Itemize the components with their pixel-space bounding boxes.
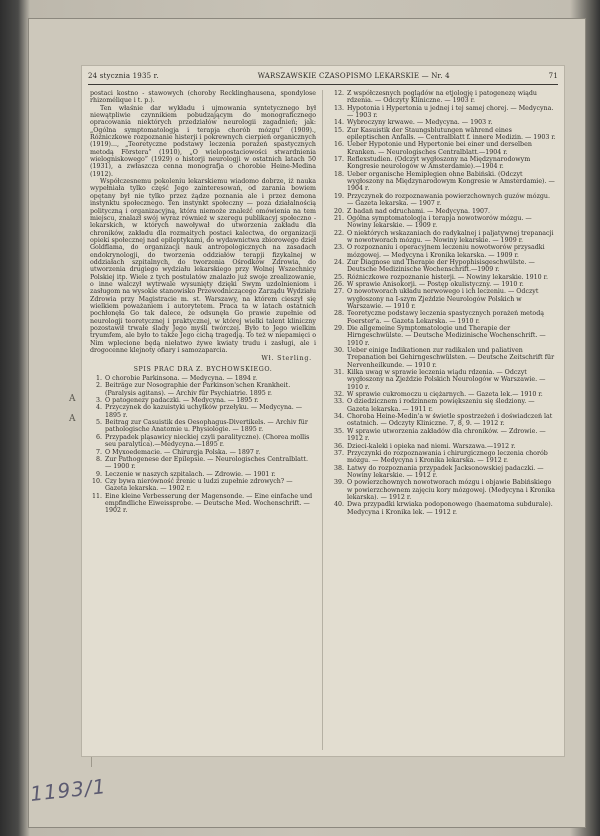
item-number: 21. xyxy=(333,214,344,222)
item-number: 28. xyxy=(333,310,344,318)
item-text: O niektórych wskazaniach do radykalnej i paljatywnej trepanacji w nowotworach mózgu. — Nowiny lekarskie. — 1909 r. xyxy=(347,229,554,244)
item-text: Ueber einige Indikationen zur radikalen und paliativen Trepanation bei Gehirngeschwülsten. — Deutsche Zeitschrift für Nervenheilkunde. — 1910 r. xyxy=(347,347,555,369)
item-number: 35. xyxy=(333,427,344,435)
bibliography-item xyxy=(90,493,316,515)
item-number: 8. xyxy=(95,455,102,463)
item-number: 7. xyxy=(95,448,102,456)
item-number: 19. xyxy=(333,192,344,200)
bibliography-item xyxy=(328,274,556,281)
item-number: 11. xyxy=(91,492,102,500)
bibliography-item xyxy=(328,281,556,288)
item-text: Łatwy do rozpoznania przypadek Jacksonowskiej padaczki. — Nowiny lekarskie. — 1912 r. xyxy=(347,464,544,479)
item-text: O powierzchownych nowotworach mózgu i objawie Babińskiego w powierzchownem zajęciu kory mózgowej. (Medycyna i Kronika lekarska). — 1912 r. xyxy=(347,479,555,501)
item-text: O Myxoedemacie. — Chirurgja Polska. — 1897 r. xyxy=(105,448,261,456)
item-number: 14. xyxy=(333,119,344,127)
item-number: 27. xyxy=(333,288,344,296)
bibliography-item xyxy=(90,375,316,382)
bibliography-item xyxy=(90,397,316,404)
margin-mark: A xyxy=(69,394,76,404)
bibliography-item xyxy=(328,391,556,398)
item-text: O rozpoznaniu i operacyjnem leczeniu nowotworów przysadki mózgowej. — Medycyna i Kronika lekarska. — 1909 r. xyxy=(347,244,545,259)
bibliography-item xyxy=(328,310,556,325)
item-text: Z współczesnych poglądów na etjologję i patogenezę wiądu rdzenia. — Odczyty Kliniczne. — 1903 r. xyxy=(347,90,537,105)
bibliography-item xyxy=(328,428,556,443)
bibliography-title: SPIS PRAC DRA Z. BYCHOWSKIEGO. xyxy=(133,365,273,373)
item-number: 31. xyxy=(333,369,344,377)
left-column xyxy=(90,90,316,515)
item-number: 1. xyxy=(95,375,102,383)
bibliography-item xyxy=(328,119,556,126)
margin-mark: A xyxy=(69,414,76,424)
item-text: W sprawie Anisokorji. — Postęp okulistyczny. — 1910 r. xyxy=(347,280,524,288)
item-number: 5. xyxy=(95,419,102,427)
item-text: Dzieci-kaleki i opieka nad niemi. Warszawa.—1912 r. xyxy=(347,442,516,450)
item-text: Różniczkowe rozpoznanie histerji. — Nowiny lekarskie. 1910 r. xyxy=(347,273,548,281)
item-text: Przyczynek do rozpoznawania powierzchownych guzów mózgu. — Gazeta lekarska. — 1907 r. xyxy=(347,192,550,208)
item-number: 12. xyxy=(333,90,344,97)
bibliography-item xyxy=(90,419,316,434)
item-text: W sprawie utworzenia zakładów dla chroników. — Zdrowie. — 1912 r. xyxy=(347,427,546,443)
header-rule xyxy=(88,84,558,85)
handwritten-catalog-number: 1193/1 xyxy=(28,774,108,806)
item-number: 6. xyxy=(95,433,102,441)
item-number: 32. xyxy=(333,391,344,399)
item-number: 3. xyxy=(95,397,102,405)
bibliography-item xyxy=(90,449,316,456)
item-text: O nowotworach układu nerwowego i ich leczeniu. — Odczyt wygłoszony na I-szym Zjeździe Neurologów Polskich w Warszawie. — 1910 r. xyxy=(347,288,539,310)
bibliography-item xyxy=(328,171,556,193)
bibliography-item xyxy=(328,369,556,391)
bibliography-item xyxy=(90,471,316,478)
item-text: Wybroczyny krwawe. — Medycyna. — 1903 r. xyxy=(347,119,493,127)
bibliography-item xyxy=(328,443,556,450)
item-number: 25. xyxy=(333,273,344,281)
bibliography-item xyxy=(328,215,556,230)
journal-page xyxy=(82,66,564,756)
item-text: Dwa przypadki krwiaka podoponowego (haematoma subdurale). Medycyna i Kronika lek. — 1912 r. xyxy=(347,501,553,516)
item-text: Beitrag zur Casuistik des Oesophagus-Divertikels. — Archiv für pathologische Anatomie u. Physiologie. — 1895 r. xyxy=(105,419,308,434)
bibliography-item xyxy=(328,288,556,310)
bibliography-item xyxy=(90,382,316,397)
bibliography-item xyxy=(328,465,556,480)
bibliography-list xyxy=(328,90,556,516)
bibliography-item xyxy=(328,244,556,259)
item-number: 9. xyxy=(95,470,102,478)
item-number: 40. xyxy=(333,501,344,509)
item-text: Leczenie w naszych szpitalach. — Zdrowie. — 1901 r. xyxy=(105,470,276,478)
item-text: Zur Kasuistik der Staungsblutungen während eines epileptischen Anfalls. — Centralblatt f. innere Medizin. — 1903 r. xyxy=(347,126,556,142)
bibliography-item xyxy=(90,478,316,493)
paragraph: Współczesnemu pokoleniu lekarskiemu wiadomo dobrze, iż nauka wypełniała tylko część Jego zainteresowań, od zarania bowiem opętany był nie tylko przez żądze poznania ale i przez demona instynktu społecznego. Ten instynkt społeczny — poza działalnością polityczną i organizacyjną, która niemoże znaleźć omówienia na tem miejscu, znalazł swój wyraz również w szeregu publikacyj społeczno - lekarskich, w których nawoływał do utworzenia zakładu dla chroników, zakładu dla rozmaitych postaci kalectwa, do organizacji opieki społecznej nad epileptykami, do wydawnictwa zbiorowego dzieł Goldflama, do organizacji nauk antropologicznych na zasadach endokrynologji, do tworzenia oddziałów terapji fizykalnej w oddziałach szpitalnych, do tworzenia Ośrodków Zdrowia, do utworzenia drugiego wydziału lekarskiego przy Wolnej Wszechnicy Polskiej itp. Wiele z tych postulatów znalazło już swoje zrealizowanie, o inne walczył wytrwale wysunięty dzięki Swym uzdolnieniom i zasługom na wysokie stanowisko Przewodniczącego Zarządu Wydziału Zdrowia przy Magistracie m. st. Warszawy, na którem cieszył się wielkiem poważaniem i autorytetem. Praca ta w latach ostatnich pochłonęła Go tak dalece, że odsunęła Go prawie zupełnie od neurologji teoretycznej i praktycznej, w której wielki talent kliniczny pozostawił trwałe ślady Jego myśli twórczej. Było to Jego wielkim tryumfem, ale było to także Jego cichą tragedją. To też w niepamięci o Nim wplecione będą niełatwo żywe kwiaty trudu i zasługi, ale i drogocenne klejnoty ofiary i samozaparcia. xyxy=(90,178,316,355)
journal-title: WARSZAWSKIE CZASOPISMO LEKARSKIE — Nr. 4 xyxy=(257,72,450,80)
bibliography-item xyxy=(328,193,556,208)
bibliography-item xyxy=(328,141,556,156)
issue-date: 24 stycznia 1935 r. xyxy=(88,72,159,80)
bibliography-item xyxy=(328,90,556,105)
item-text: O chorobie Parkinsona. — Medycyna. — 1894 r. xyxy=(105,375,258,383)
item-text: W sprawie cukromoczu u ciężarnych. — Gazeta lek.— 1910 r. xyxy=(347,391,543,399)
item-number: 24. xyxy=(333,258,344,266)
item-text: Hypotonia i Hypertonia u jednej i tej samej chorej. — Medycyna. — 1903 r. xyxy=(347,104,554,120)
item-number: 2. xyxy=(95,382,102,390)
bibliography-item xyxy=(328,127,556,142)
item-number: 39. xyxy=(333,479,344,487)
bibliography-item xyxy=(328,259,556,274)
item-number: 20. xyxy=(333,207,344,215)
item-number: 23. xyxy=(333,244,344,252)
item-number: 34. xyxy=(333,413,344,421)
item-number: 10. xyxy=(91,477,102,485)
item-text: Ueber Hypotonie und Hypertonie bei einer und derselben Kranken. — Neurologisches Centralblatt.—1904 r. xyxy=(347,141,532,156)
bibliography-item xyxy=(328,479,556,501)
item-text: Reflexstudien. (Odczyt wygłoszony na Międzynarodowym Kongresie neurologów w Amsterdamie).—1904 r. xyxy=(347,156,531,171)
bibliography-item xyxy=(328,230,556,245)
item-number: 30. xyxy=(333,347,344,355)
item-number: 13. xyxy=(333,104,344,112)
author-signature: Wł. Sterling. xyxy=(261,355,312,363)
item-number: 17. xyxy=(333,156,344,164)
item-number: 29. xyxy=(333,325,344,332)
column-separator xyxy=(322,90,323,750)
item-number: 36. xyxy=(333,442,344,450)
item-text: Przypadek pląsawicy nieckiej czyli paralityczne). (Chorea mollis seu paralytica).—Medycyna.—1895 r. xyxy=(105,433,310,449)
bibliography-item xyxy=(328,156,556,171)
bibliography-item xyxy=(90,434,316,449)
item-text: Kilka uwag w sprawie leczenia wiądu rdzenia. — Odczyt wygłoszony na Zjeździe Polskich Neurologów w Warszawie. — 1910 r. xyxy=(347,369,546,391)
item-text: Z badań nad odruchami. — Medycyna. 1907. xyxy=(347,207,491,215)
item-number: 38. xyxy=(333,464,344,472)
bibliography-list xyxy=(90,375,316,515)
bibliography-item xyxy=(328,347,556,369)
bibliography-item xyxy=(328,325,556,347)
item-number: 16. xyxy=(333,141,344,149)
item-text: Beiträge zur Nosographie der Parkinson'schen Krankheit. (Paralysis agitans). — Archiv für Psychiatrie. 1895 r. xyxy=(105,382,291,397)
bibliography-item xyxy=(90,404,316,419)
item-number: 37. xyxy=(333,449,344,457)
item-text: Czy bywa nierówność źrenic u ludzi zupełnie zdrowych? — Gazeta lekarska. — 1902 r. xyxy=(105,477,293,493)
item-text: Zur Diagnose und Therapie der Hypophisisgeschwülste. — Deutsche Medizinische Wochenschrift.—1909 r. xyxy=(347,258,535,274)
right-column xyxy=(328,90,556,516)
page-number: 71 xyxy=(548,72,558,80)
item-text: Ueber organische Hemiplegien ohne Babiński. (Odczyt wygłoszony na Międzynarodowym Kongresie w Amsterdamie). — 1904 r. xyxy=(347,170,555,193)
item-text: Przyczynki do rozpoznawania i chirurgicznego leczenia chorób mózgu. — Medycyna i Kronika lekarska. — 1912 r. xyxy=(347,449,548,465)
bibliography-item xyxy=(328,413,556,428)
item-text: Przyczynek do kazuistyki uchyłków przełyku. — Medycyna. — 1895 r. xyxy=(105,404,303,419)
bibliography-item xyxy=(328,105,556,120)
item-number: 26. xyxy=(333,280,344,288)
paragraph: postaci kostno - stawowych (choroby Recklinghausena, spondylose rhizomélique i t. p.). xyxy=(90,90,316,105)
item-number: 15. xyxy=(333,126,344,134)
item-number: 4. xyxy=(95,404,102,412)
bibliography-item xyxy=(328,398,556,413)
item-text: Eine kleine Verbesserung der Magensonde. — Eine einfache und empfindliche Eiweissprobe. — Deutsche Med. Wochenschrift. — 1902 r. xyxy=(105,492,313,515)
bibliography-item xyxy=(328,501,556,516)
item-text: Choroba Heine-Medin'a w świetle spostrzeżeń i doświadczeń lat ostatnich. — Odczyty Kliniczne. 7, 8, 9. — 1912 r. xyxy=(347,413,553,428)
paragraph: Ten właśnie dar wykładu i ujmowania syntetycznego był niewątpliwie czynnikiem pobudzającym do monograficznego opracowania niektórych przedziałów neurologii zagadnień; jak: „Ogólna symptomatologja i terapja chorób mózgu” (1909)., Różniczkowe rozpoznanie histerji i pokrewnych cierpień organicznych (1919)..., „Teoretyczne podstawy leczenia porażeń spastycznych metodą Förstera” (1910), „O wielopostaciowości stwardnienia wielogniskowego” (1929) o historji neurologji w ostatnich latach 50 (1931), a zwłaszcza cenna monografja o chorobie Heine-Medina (1912). xyxy=(90,104,316,178)
item-text: O patogenezy padaczki. — Medycyna. — 1895 r. xyxy=(105,397,259,405)
bibliography-item xyxy=(328,208,556,215)
item-text: O dziedzicznem i rodzinnem powiększeniu się śledziony. — Gazeta lekarska. — 1911 r. xyxy=(347,398,535,413)
item-number: 18. xyxy=(333,170,344,178)
bibliography-item xyxy=(90,456,316,471)
item-text: Teoretyczne podstawy leczenia spastycznych porażeń metodą Foerster'a. — Gazeta Lekarska. — 1910 r. xyxy=(347,310,545,325)
item-number: 33. xyxy=(333,398,344,406)
running-header xyxy=(88,72,558,84)
bibliography-item xyxy=(328,450,556,465)
item-text: Die allgemeine Symptomatologie und Therapie der Hirngeschwülste. — Deutsche Medizinische Wochenschrift. — 1910 r. xyxy=(347,325,546,347)
item-text: Zur Pathogenese der Epilepsie. — Neurologisches Centralblatt. — 1900 r. xyxy=(105,455,308,471)
item-number: 22. xyxy=(333,229,344,237)
item-text: Ogólna symptomatologja i terapja nowotworów mózgu. — Nowiny lekarskie. — 1909 r. xyxy=(347,214,532,230)
